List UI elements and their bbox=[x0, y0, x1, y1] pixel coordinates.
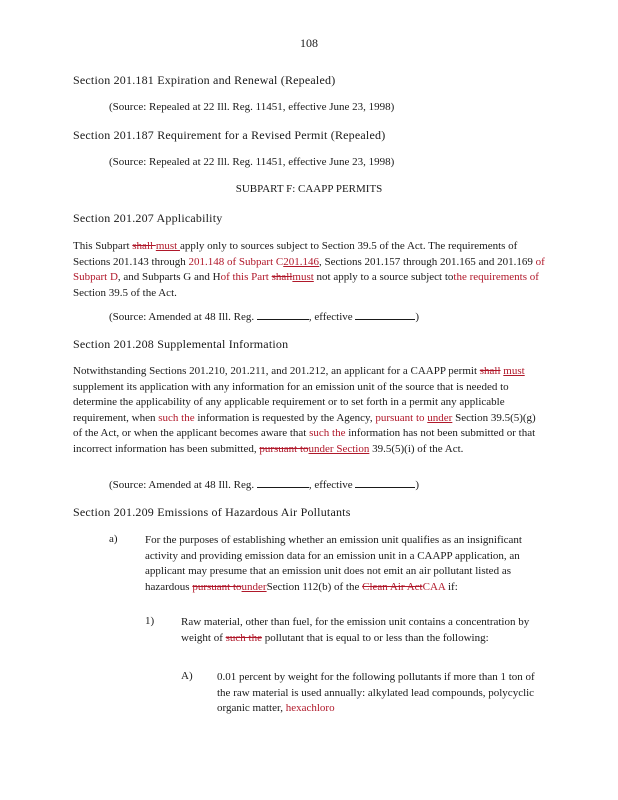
inserted-text: such the bbox=[158, 411, 195, 424]
inserted-text: under Section bbox=[308, 442, 370, 455]
text-run: Section 39.5(5)(g) of the Act, or when the applicant becomes aware that bbox=[73, 411, 536, 439]
inserted-text: 201.146 bbox=[283, 255, 319, 268]
deleted-text: such the bbox=[225, 631, 262, 644]
text-run: supplement its application with any information for an emission unit of the source that is needed to determine the applicability of any applicable requirement or to set forth in a permit any applicable requirement, when bbox=[73, 380, 509, 424]
section-heading-201-209: Section 201.209 Emissions of Hazardous Air Pollutants bbox=[73, 505, 351, 519]
item-label-A: A) bbox=[181, 670, 193, 682]
date-blank bbox=[355, 477, 415, 488]
inserted-text: of Subpart D bbox=[73, 255, 545, 283]
section-heading-201-208: Section 201.208 Supplemental Information bbox=[73, 337, 289, 351]
register-blank bbox=[257, 309, 309, 320]
text-run: apply only to sources subject to Section 39.5 of the Act. The requirements of Sections 201.143 through bbox=[73, 240, 518, 268]
source-text: (Source: Amended at 48 Ill. Reg. bbox=[109, 479, 255, 491]
inserted-text: must bbox=[155, 240, 180, 252]
source-note-201-187: (Source: Repealed at 22 Ill. Reg. 11451, effective June 23, 1998) bbox=[109, 156, 395, 168]
section-heading-201-187: Section 201.187 Requirement for a Revised Permit (Repealed) bbox=[73, 128, 386, 142]
source-note-201-208 bbox=[109, 477, 419, 491]
inserted-text: must bbox=[503, 365, 525, 377]
inserted-text: such the bbox=[309, 427, 346, 439]
deleted-text: shall bbox=[271, 271, 293, 283]
text-run: Section 39.5 of the Act. bbox=[73, 286, 177, 299]
source-text: (Source: Amended at 48 Ill. Reg. bbox=[109, 311, 255, 323]
inserted-text: under bbox=[427, 411, 453, 424]
text-run: not apply to a source subject to bbox=[313, 271, 454, 283]
source-note-201-207 bbox=[109, 309, 419, 323]
section-heading-201-181: Section 201.181 Expiration and Renewal (Repealed) bbox=[73, 73, 336, 87]
item-A bbox=[217, 670, 547, 717]
inserted-text: CAA bbox=[422, 580, 446, 593]
inserted-text: the requirements of bbox=[453, 271, 539, 283]
text-run: 39.5(5)(i) of the Act. bbox=[369, 442, 464, 455]
text-run: Section 112(b) of the bbox=[266, 580, 363, 593]
source-text: , effective bbox=[308, 311, 353, 323]
paragraph-201-207 bbox=[73, 239, 547, 301]
source-text: ) bbox=[415, 311, 420, 323]
inserted-text: must bbox=[292, 271, 314, 283]
text-run: For the purposes of establishing whether an emission unit qualifies as an insignificant activity and providing emission data for an emission unit in a CAAPP application, an applicant may presume that an emission unit does not emit an air pollutant listed as hazardous bbox=[145, 534, 522, 593]
source-text: ) bbox=[415, 479, 420, 491]
text-run: pollutant that is equal to or less than the following: bbox=[261, 631, 489, 644]
deleted-text: shall bbox=[132, 240, 156, 252]
source-text: , effective bbox=[308, 479, 353, 491]
inserted-text: hexachloro bbox=[285, 702, 335, 714]
page-number: 108 bbox=[300, 36, 318, 50]
subpart-title: SUBPART F: CAAPP PERMITS bbox=[235, 183, 383, 195]
date-blank bbox=[355, 309, 415, 320]
inserted-text: pursuant to bbox=[375, 411, 428, 424]
deleted-text: pursuant to bbox=[192, 580, 242, 593]
text-run: , and Subparts G and H bbox=[117, 271, 221, 283]
inserted-text: of this Part bbox=[220, 271, 272, 283]
deleted-text: Clean Air Act bbox=[362, 580, 423, 593]
inserted-text: under bbox=[241, 580, 267, 593]
text-run: , Sections 201.157 through 201.165 and 201.169 bbox=[318, 255, 536, 268]
paragraph-201-208 bbox=[73, 364, 547, 457]
item-1 bbox=[181, 615, 547, 646]
text-run: information has not been submitted or that incorrect information has been submitted, bbox=[73, 427, 536, 455]
deleted-text: pursuant to bbox=[259, 442, 309, 455]
item-a bbox=[145, 533, 547, 595]
item-label-a: a) bbox=[109, 533, 118, 545]
section-heading-201-207: Section 201.207 Applicability bbox=[73, 211, 223, 225]
text-run: if: bbox=[445, 580, 458, 593]
item-label-1: 1) bbox=[145, 615, 155, 627]
text-run: information is requested by the Agency, bbox=[194, 411, 376, 424]
text-run: 0.01 percent by weight for the following pollutants if more than 1 ton of the raw material is used annually: alkylated lead compounds, polycyclic organic matter, bbox=[217, 671, 535, 714]
deleted-text: shall bbox=[479, 365, 501, 377]
source-note-201-181: (Source: Repealed at 22 Ill. Reg. 11451, effective June 23, 1998) bbox=[109, 101, 395, 113]
text-run: This Subpart bbox=[73, 240, 133, 252]
text-run: Raw material, other than fuel, for the emission unit contains a concentration by weight of bbox=[181, 616, 530, 644]
register-blank bbox=[257, 477, 309, 488]
text-run: Notwithstanding Sections 201.210, 201.211, and 201.212, an applicant for a CAAPP permit bbox=[73, 365, 480, 377]
inserted-text: 201.148 of Subpart C bbox=[188, 255, 284, 268]
